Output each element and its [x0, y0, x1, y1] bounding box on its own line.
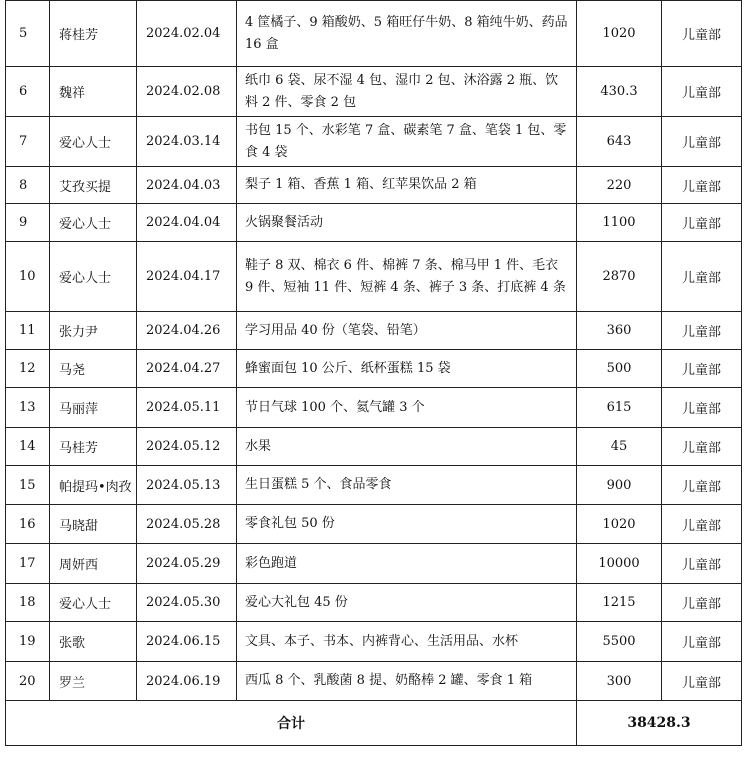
table-row: [6, 428, 742, 466]
row-index: 16: [6, 505, 50, 544]
recipient-dept: 儿童部: [662, 466, 742, 505]
donation-date: 2024.05.28: [137, 505, 237, 544]
donated-items: 彩色跑道: [237, 544, 577, 584]
donation-date: 2024.04.03: [137, 167, 237, 204]
donor-name: 罗兰: [50, 662, 137, 701]
donation-date: 2024.04.04: [137, 204, 237, 242]
table-row: [6, 117, 742, 167]
donor-name: 帕提玛•肉孜: [50, 466, 137, 505]
donation-amount: 2870: [577, 242, 662, 312]
donation-amount: 45: [577, 428, 662, 466]
recipient-dept: 儿童部: [662, 428, 742, 466]
donation-amount: 220: [577, 167, 662, 204]
row-index: 6: [6, 67, 50, 117]
donation-date: 2024.05.30: [137, 584, 237, 622]
donor-name: 爱心人士: [50, 204, 137, 242]
row-index: 13: [6, 388, 50, 428]
recipient-dept: 儿童部: [662, 544, 742, 584]
recipient-dept: 儿童部: [662, 388, 742, 428]
row-index: 11: [6, 312, 50, 350]
recipient-dept: 儿童部: [662, 204, 742, 242]
recipient-dept: 儿童部: [662, 662, 742, 701]
donation-amount: 360: [577, 312, 662, 350]
donation-date: 2024.03.14: [137, 117, 237, 167]
donor-name: 马丽萍: [50, 388, 137, 428]
donation-amount: 1020: [577, 505, 662, 544]
table-row: [6, 312, 742, 350]
donation-date: 2024.06.15: [137, 622, 237, 662]
donor-name: 张歌: [50, 622, 137, 662]
donation-date: 2024.04.26: [137, 312, 237, 350]
donor-name: 蒋桂芳: [50, 1, 137, 67]
row-index: 12: [6, 350, 50, 388]
row-index: 17: [6, 544, 50, 584]
table-row: [6, 67, 742, 117]
donor-name: 马尧: [50, 350, 137, 388]
donation-amount: 430.3: [577, 67, 662, 117]
row-index: 20: [6, 662, 50, 701]
donation-date: 2024.05.13: [137, 466, 237, 505]
donation-amount: 5500: [577, 622, 662, 662]
donation-amount: 643: [577, 117, 662, 167]
donation-amount: 300: [577, 662, 662, 701]
row-index: 5: [6, 1, 50, 67]
table-row: [6, 388, 742, 428]
donation-date: 2024.05.12: [137, 428, 237, 466]
donation-amount: 1020: [577, 1, 662, 67]
row-index: 8: [6, 167, 50, 204]
donation-table: [5, 0, 742, 746]
row-index: 14: [6, 428, 50, 466]
row-index: 18: [6, 584, 50, 622]
table-row: [6, 584, 742, 622]
table-row: [6, 1, 742, 67]
table-row: [6, 466, 742, 505]
donation-date: 2024.06.19: [137, 662, 237, 701]
donation-date: 2024.02.04: [137, 1, 237, 67]
table-row: [6, 350, 742, 388]
table-row: [6, 242, 742, 312]
donation-date: 2024.05.11: [137, 388, 237, 428]
table-row: [6, 167, 742, 204]
donation-amount: 1100: [577, 204, 662, 242]
table-row: [6, 622, 742, 662]
donation-amount: 1215: [577, 584, 662, 622]
donated-items: 学习用品 40 份（笔袋、铅笔）: [237, 312, 577, 350]
table-row: [6, 505, 742, 544]
donor-name: 张力尹: [50, 312, 137, 350]
donated-items: 生日蛋糕 5 个、食品零食: [237, 466, 577, 505]
donation-amount: 10000: [577, 544, 662, 584]
recipient-dept: 儿童部: [662, 242, 742, 312]
donated-items: 鞋子 8 双、棉衣 6 件、棉裤 7 条、棉马甲 1 件、毛衣 9 件、短袖 11 件、短裤 4 条、裤子 3 条、打底裤 4 条: [237, 242, 577, 312]
donated-items: 纸巾 6 袋、尿不湿 4 包、湿巾 2 包、沐浴露 2 瓶、饮料 2 件、零食 2 包: [237, 67, 577, 117]
donor-name: 爱心人士: [50, 117, 137, 167]
donation-amount: 500: [577, 350, 662, 388]
donation-date: 2024.05.29: [137, 544, 237, 584]
donor-name: 马晓甜: [50, 505, 137, 544]
donated-items: 梨子 1 箱、香蕉 1 箱、红苹果饮品 2 箱: [237, 167, 577, 204]
donor-name: 爱心人士: [50, 584, 137, 622]
recipient-dept: 儿童部: [662, 312, 742, 350]
row-index: 9: [6, 204, 50, 242]
donor-name: 艾孜买提: [50, 167, 137, 204]
donation-date: 2024.02.08: [137, 67, 237, 117]
row-index: 10: [6, 242, 50, 312]
total-label: 合计: [6, 701, 577, 746]
recipient-dept: 儿童部: [662, 505, 742, 544]
donation-date: 2024.04.17: [137, 242, 237, 312]
total-row: [6, 701, 742, 746]
table-row: [6, 544, 742, 584]
donated-items: 水果: [237, 428, 577, 466]
recipient-dept: 儿童部: [662, 67, 742, 117]
recipient-dept: 儿童部: [662, 622, 742, 662]
donated-items: 4 筐橘子、9 箱酸奶、5 箱旺仔牛奶、8 箱纯牛奶、药品 16 盒: [237, 1, 577, 67]
recipient-dept: 儿童部: [662, 167, 742, 204]
donation-date: 2024.04.27: [137, 350, 237, 388]
row-index: 7: [6, 117, 50, 167]
donor-name: 魏祥: [50, 67, 137, 117]
table-row: [6, 662, 742, 701]
donated-items: 西瓜 8 个、乳酸菌 8 提、奶酪棒 2 罐、零食 1 箱: [237, 662, 577, 701]
donor-name: 马桂芳: [50, 428, 137, 466]
recipient-dept: 儿童部: [662, 584, 742, 622]
recipient-dept: 儿童部: [662, 350, 742, 388]
donated-items: 蜂蜜面包 10 公斤、纸杯蛋糕 15 袋: [237, 350, 577, 388]
table-row: [6, 204, 742, 242]
donor-name: 周妍西: [50, 544, 137, 584]
row-index: 19: [6, 622, 50, 662]
donated-items: 书包 15 个、水彩笔 7 盒、碳素笔 7 盒、笔袋 1 包、零食 4 袋: [237, 117, 577, 167]
donated-items: 零食礼包 50 份: [237, 505, 577, 544]
donation-table-body: [6, 1, 742, 746]
recipient-dept: 儿童部: [662, 1, 742, 67]
donated-items: 节日气球 100 个、氦气罐 3 个: [237, 388, 577, 428]
row-index: 15: [6, 466, 50, 505]
donated-items: 爱心大礼包 45 份: [237, 584, 577, 622]
donor-name: 爱心人士: [50, 242, 137, 312]
donated-items: 文具、本子、书本、内裤背心、生活用品、水杯: [237, 622, 577, 662]
donation-amount: 900: [577, 466, 662, 505]
total-amount: 38428.3: [577, 701, 742, 746]
donation-amount: 615: [577, 388, 662, 428]
recipient-dept: 儿童部: [662, 117, 742, 167]
donated-items: 火锅聚餐活动: [237, 204, 577, 242]
